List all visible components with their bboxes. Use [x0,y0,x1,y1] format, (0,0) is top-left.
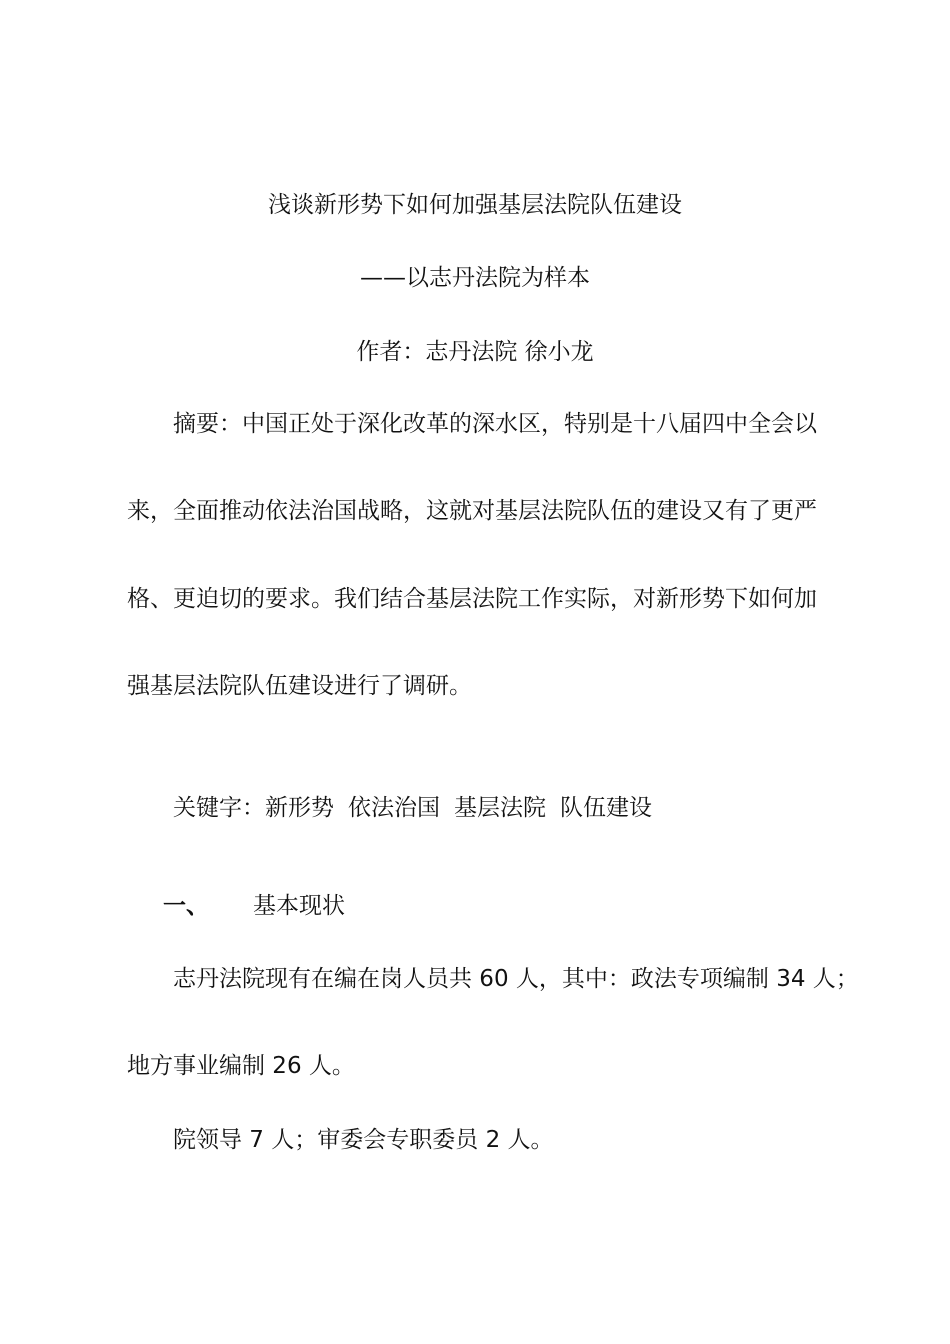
document-author: 作者：志丹法院 徐小龙 [356,339,594,365]
keyword-item: 新形势 [265,795,334,821]
body-line-2: 地方事业编制 26 人。 [127,1053,355,1079]
section-title: 基本现状 [253,893,345,919]
keyword-item: 队伍建设 [560,795,652,821]
keyword-item: 依法治国 [348,795,440,821]
document-title: 浅谈新形势下如何加强基层法院队伍建设 [268,192,682,218]
section-heading [163,890,345,922]
keyword-item: 基层法院 [454,795,546,821]
body-line-1: 志丹法院现有在编在岗人员共 60 人，其中：政法专项编制 34 人； [173,966,859,992]
abstract-line-4: 强基层法院队伍建设进行了调研。 [127,673,472,699]
abstract-line-1: 摘要：中国正处于深化改革的深水区，特别是十八届四中全会以 [173,411,817,437]
abstract-line-3: 格、更迫切的要求。我们结合基层法院工作实际，对新形势下如何加 [127,586,817,612]
body-line-3: 院领导 7 人；审委会专职委员 2 人。 [173,1127,554,1153]
keywords-label: 关键字： [173,795,265,821]
section-number: 一、 [163,893,209,919]
document-subtitle: ——以志丹法院为样本 [360,265,590,291]
abstract-line-2: 来，全面推动依法治国战略，这就对基层法院队伍的建设又有了更严 [127,498,817,524]
keywords-line [173,792,652,824]
